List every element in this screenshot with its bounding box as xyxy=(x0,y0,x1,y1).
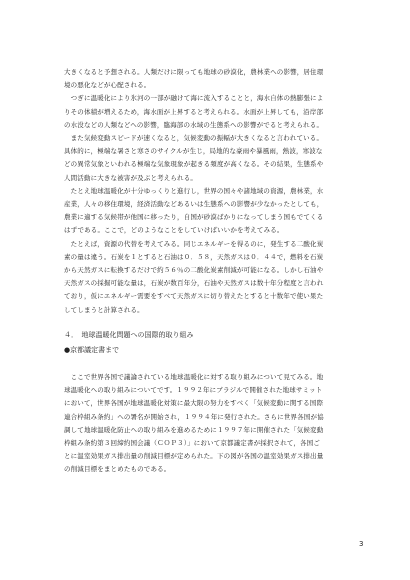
text-line: 天然ガスの採掘可能な量は，石炭が数百年分，石油や天然ガスは数十年分程度と言われ xyxy=(64,279,324,288)
text-line: 大きくなると予想される。人類だけに限っても地球の砂漠化，農林業への影響，居住環 xyxy=(64,68,324,76)
text-line: つぎに温暖化により氷河の一部が融けて海に流入することと，海水自体の熱膨張によ xyxy=(64,94,324,103)
text-line: ており，仮にエネルギー需要をすべて天然ガスに切り替えたとすると十数年で使い果た xyxy=(64,292,324,301)
text-line: してしまうと計算される。 xyxy=(64,305,144,314)
text-line: 連合枠組み条約」への署名が開始され，１９９４年に発行された。さらに世界各国が協 xyxy=(64,412,324,421)
text-line: の水没などの人類などへの影響，臨海部の水域の生態系への影響がでると考えられる。 xyxy=(64,120,324,129)
text-line: また気候変動スピードが速くなると，気候変動の振幅が大きくなると言われている。 xyxy=(64,134,324,143)
text-line: 具体的に，極端な暑さと寒さのサイクルが生じ，局地的な豪雨や暴風雨，熱波，寒波な xyxy=(64,147,323,156)
text-line: 農業に適する気候帯が他国に移ったり，自国が砂漠ばかりになってしまう国もでてくる xyxy=(64,213,324,222)
text-line: 調して地球温暖化防止への取り組みを進めるために１９９７年に開催された「気候変動 xyxy=(64,425,324,434)
text-line: はずである。ここで，どのようなことをしていけばいいかを考えてみる。 xyxy=(64,226,284,235)
text-line: とに温室効果ガス排出量の削減目標が定められた。下の図が各国の温室効果ガス排出量 xyxy=(64,452,324,461)
text-line: りその体積が増えるため，海水面が上昇すると考えられる。水面が上昇しても，沿岸部 xyxy=(64,107,324,116)
text-line: 素の量は違う。石炭を１とすると石油は０．５８，天然ガスは０．４４で，燃料を石炭 xyxy=(64,252,324,261)
text-line: どの異常気象といわれる極端な気象現象が起きる頻度が高くなる。その結果，生態系や xyxy=(64,160,324,169)
text-line: 球温暖化への取り組みについてです。１９９２年にブラジルで開催された地球サミット xyxy=(64,386,323,395)
text-line: たとえ地球温暖化が十分ゆっくりと進行し，世界の国々や諸地域の資源，農林業，水 xyxy=(64,186,324,195)
section-heading: ４． 地球温暖化問題への国際的取り組み xyxy=(64,331,194,339)
text-line: から天然ガスに転換するだけで約５６％の二酸化炭素削減が可能になる。しかし石油や xyxy=(64,266,324,275)
text-line: 枠組み条約第３回締約国会議（ＣＯＰ３）」において京都議定書が採択されて，各国ご xyxy=(64,439,320,448)
text-line: の削減目標をまとめたものである。 xyxy=(64,465,171,474)
text-line: たとえば，資源の代替を考えてみる。同じエネルギーを得るのに，発生する二酸化炭 xyxy=(64,239,324,248)
page-number: 3 xyxy=(359,540,364,548)
text-line: 境の悪化などが心配される。 xyxy=(64,81,151,90)
text-line: 産業，人々の移住環境，経済活動などあるいは生態系への影響が少なかったとしても， xyxy=(64,200,324,209)
paragraph-international-efforts xyxy=(64,371,364,477)
text-line: ここで世界各国で議論されている地球温暖化に対する取り組みについて見てみる。地 xyxy=(64,373,324,381)
section-subheading: ●京都議定書まで xyxy=(64,346,120,354)
paragraph-climate-effects xyxy=(64,66,364,317)
text-line: において，世界各国が地球温暖化対策に最大限の努力をすべく「気候変動に関する国際 xyxy=(64,399,324,408)
text-line: 人間活動に大きな被害が及ぶと考えられる。 xyxy=(64,173,197,182)
